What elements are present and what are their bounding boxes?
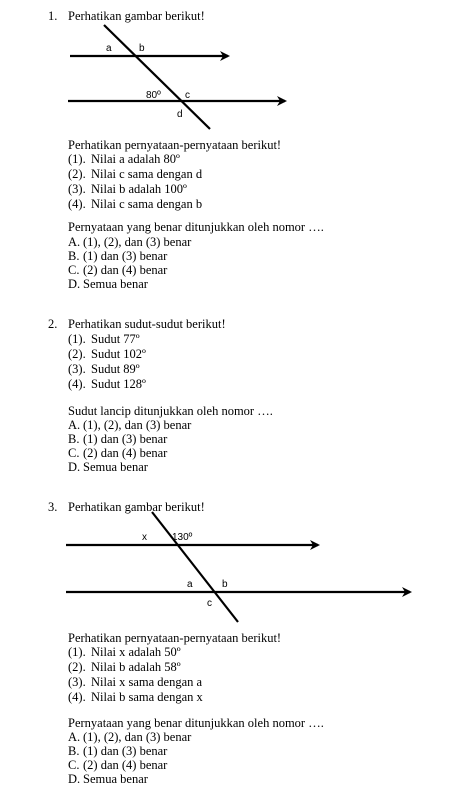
answer-option-d[interactable]: D. Semua benar <box>68 460 148 474</box>
answer-option-a[interactable]: A. (1), (2), dan (3) benar <box>68 235 192 249</box>
fig1-label-angle: 80º <box>146 90 161 101</box>
question-text: Pernyataan yang benar ditunjukkan oleh nomor …. <box>68 716 324 730</box>
question-prompt: Perhatikan gambar berikut! <box>68 9 205 23</box>
answer-option-a[interactable]: A. (1), (2), dan (3) benar <box>68 730 192 744</box>
statement-item: (1). Nilai a adalah 80º <box>68 152 180 166</box>
fig3-label-c: c <box>207 598 212 609</box>
answer-option-d[interactable]: D. Semua benar <box>68 772 148 786</box>
question-text: Pernyataan yang benar ditunjukkan oleh nomor …. <box>68 220 324 234</box>
answer-option-c[interactable]: C. (2) dan (4) benar <box>68 263 168 277</box>
fig3-label-x: x <box>142 532 147 543</box>
question-text: Sudut lancip ditunjukkan oleh nomor …. <box>68 404 273 418</box>
statement-item: (3). Nilai x sama dengan a <box>68 675 203 689</box>
statements-intro: Perhatikan pernyataan-pernyataan berikut! <box>68 631 282 645</box>
statement-item: (2). Nilai b adalah 58º <box>68 660 181 674</box>
statement-item: (3). Nilai b adalah 100º <box>68 182 187 196</box>
question-number: 1. <box>48 9 58 23</box>
answer-option-c[interactable]: C. (2) dan (4) benar <box>68 446 168 460</box>
fig1-transversal <box>104 25 210 129</box>
statement-item: (1). Nilai x adalah 50º <box>68 645 181 659</box>
fig3-transversal <box>152 512 238 622</box>
question-prompt: Perhatikan gambar berikut! <box>68 500 205 514</box>
fig1-label-a: a <box>106 43 112 54</box>
fig3-label-b: b <box>222 579 228 590</box>
fig1-label-b: b <box>139 43 145 54</box>
figure-1 <box>68 25 285 129</box>
statement-item: (1). Sudut 77º <box>68 332 140 346</box>
statements-intro: Perhatikan pernyataan-pernyataan berikut! <box>68 138 282 152</box>
figure-3 <box>66 512 410 622</box>
answer-option-a[interactable]: A. (1), (2), dan (3) benar <box>68 418 192 432</box>
answer-option-b[interactable]: B. (1) dan (3) benar <box>68 249 168 263</box>
answer-option-b[interactable]: B. (1) dan (3) benar <box>68 432 168 446</box>
question-prompt: Perhatikan sudut-sudut berikut! <box>68 317 226 331</box>
statement-item: (4). Sudut 128º <box>68 377 146 391</box>
statement-item: (4). Nilai b sama dengan x <box>68 690 203 704</box>
answer-option-b[interactable]: B. (1) dan (3) benar <box>68 744 168 758</box>
fig3-label-a: a <box>187 579 193 590</box>
statement-item: (4). Nilai c sama dengan b <box>68 197 203 211</box>
fig1-label-c: c <box>185 90 190 101</box>
statement-item: (3). Sudut 89º <box>68 362 140 376</box>
question-number: 2. <box>48 317 58 331</box>
fig3-label-angle: 130º <box>172 532 193 543</box>
statement-item: (2). Nilai c sama dengan d <box>68 167 203 181</box>
answer-option-c[interactable]: C. (2) dan (4) benar <box>68 758 168 772</box>
question-number: 3. <box>48 500 58 514</box>
answer-option-d[interactable]: D. Semua benar <box>68 277 148 291</box>
statement-item: (2). Sudut 102º <box>68 347 146 361</box>
fig1-label-d: d <box>177 109 183 120</box>
